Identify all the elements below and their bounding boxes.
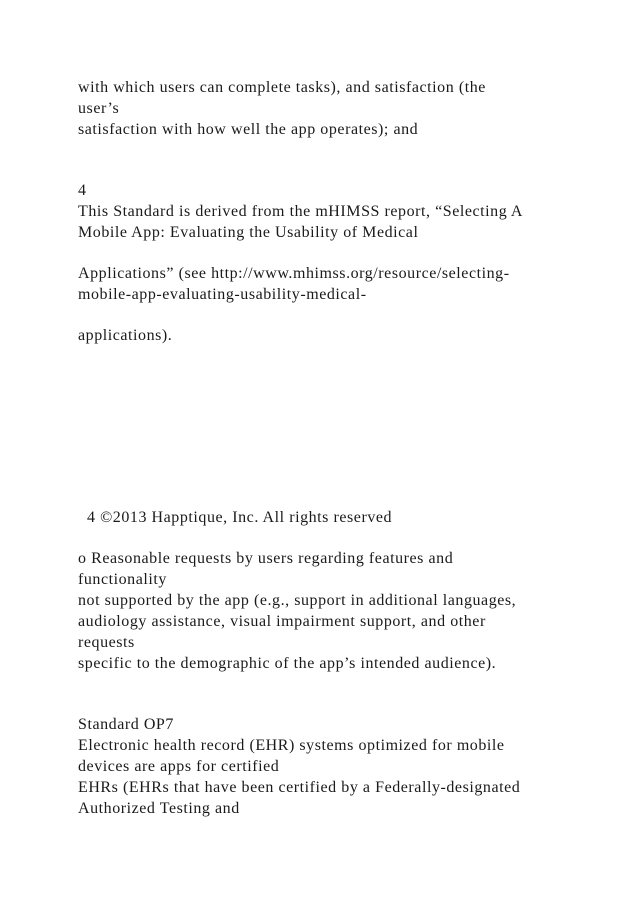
text-line: specific to the demographic of the app’s intended audience). [78,655,497,672]
text-line: with which users can complete tasks), and satisfaction (the [78,79,486,96]
text-line: mobile-app-evaluating-usability-medical- [78,286,367,303]
text-line: audiology assistance, visual impairment support, and other [78,613,486,630]
text-line: o Reasonable requests by users regarding features and [78,550,454,567]
text-line: functionality [78,571,167,588]
text-line: user’s [78,100,120,117]
text-line: This Standard is derived from the mHIMSS report, “Selecting A [78,203,524,220]
text-line: Electronic health record (EHR) systems optimized for mobile [78,737,505,754]
copyright-footer: 4 ©2013 Happtique, Inc. All rights reserved [87,509,393,526]
text-line: Mobile App: Evaluating the Usability of Medical [78,224,419,241]
text-line: EHRs (EHRs that have been certified by a Federally-designated [78,779,521,796]
text-line: satisfaction with how well the app operates); and [78,121,419,138]
footnote-number: 4 [78,182,87,199]
section-heading: Standard OP7 [78,716,174,733]
text-line: devices are apps for certified [78,758,280,775]
text-line: Authorized Testing and [78,800,240,817]
text-line: Applications” (see http://www.mhimss.org/resource/selecting- [78,265,510,282]
text-line: not supported by the app (e.g., support in additional languages, [78,592,517,609]
text-line: requests [78,634,135,651]
text-line: applications). [78,327,173,344]
